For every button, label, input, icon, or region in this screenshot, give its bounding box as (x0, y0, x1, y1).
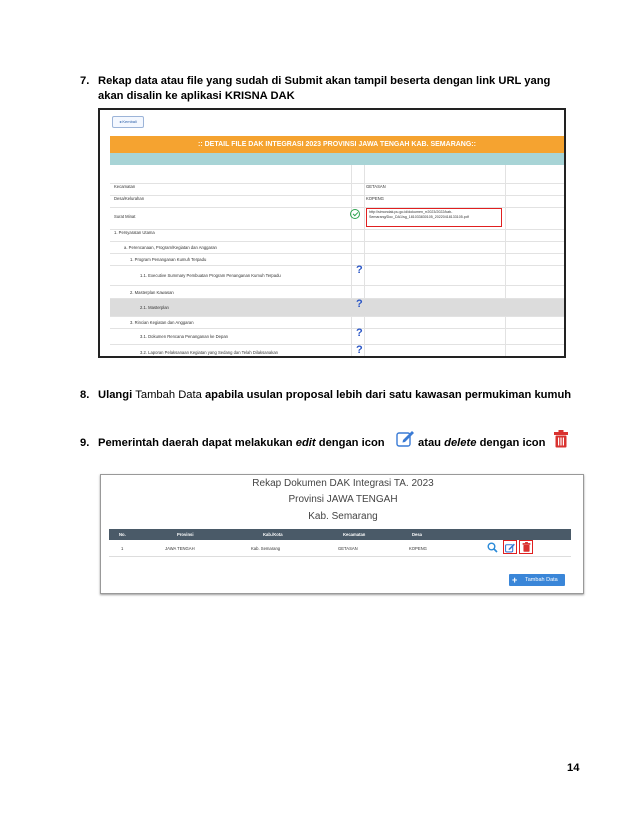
plus-icon: + (512, 575, 518, 585)
cell-regency: Kab. Semarang (251, 546, 281, 551)
step-number: 9. (80, 437, 90, 449)
column-header: Kab./Kota (263, 532, 283, 537)
row-label: 3.2. Laporan Pelaksanaan Kegiatan yang Sedang dan Telah Dilaksanakan (140, 350, 278, 355)
back-button-label: Kembali (122, 119, 137, 124)
step-text-part: atau (418, 437, 445, 449)
tambah-data-button[interactable] (509, 574, 565, 586)
cell-no: 1 (121, 546, 124, 551)
step-8 (0, 388, 638, 420)
header-band (110, 153, 564, 165)
edit-icon (396, 428, 416, 448)
step-text (98, 388, 578, 403)
step-number: 7. (80, 75, 90, 87)
column-header: Provinsi (177, 532, 194, 537)
question-icon[interactable]: ? (356, 264, 363, 276)
tambah-data-label: Tambah Data (525, 577, 558, 583)
row-label: a. Perencanaan, Program/Kegiatan dan Anggaran (124, 245, 217, 250)
rekap-title: Rekap Dokumen DAK Integrasi TA. 2023 (252, 478, 434, 489)
table-header (109, 529, 571, 540)
step-text (98, 436, 385, 451)
step-text: Rekap data atau file yang sudah di Submit akan tampil beserta dengan link URL yang akan disalin ke aplikasi KRISNA DAK (98, 75, 551, 102)
column-header: Kecamatan (343, 532, 366, 537)
row-label: 1. Persyaratan Utama (114, 230, 155, 235)
table-row (110, 229, 564, 240)
step-text-normal: Tambah Data (135, 389, 202, 401)
rekap-province: Provinsi JAWA TENGAH (288, 494, 398, 505)
step-text-italic: delete (444, 437, 477, 449)
step-number: 8. (80, 389, 90, 401)
delete-button[interactable] (519, 540, 533, 554)
row-label: Surat Minat (114, 214, 136, 219)
step-text-bold: Ulangi (98, 389, 136, 401)
table-row-highlighted (110, 298, 564, 317)
step-text-part: dengan icon (315, 437, 385, 449)
cell-district: GETASAN (338, 546, 358, 551)
row-label: 1.1. Executive Summary Pembuatan Program Penanganan Kumuh Terpadu (140, 273, 281, 278)
row-label: 3.1. Dokumen Rencana Penanganan ke Depan (140, 334, 229, 339)
step-9 (0, 436, 638, 456)
table-row (110, 265, 564, 286)
page-number: 14 (567, 762, 580, 774)
step-text (418, 436, 545, 451)
arrow-left-icon: ◂ (119, 119, 122, 124)
row-label: 3. Rincian Kegiatan dan Anggaran (130, 320, 194, 325)
back-button[interactable] (112, 116, 144, 128)
url-link[interactable]: http://simondak.pu.go.id/dokumen_rr2023/2022/kab-Semarang/Doc_DA1/sg_181033830105_20220418133105.pdf (366, 208, 502, 227)
step-7 (0, 74, 638, 106)
check-circle-icon (350, 209, 360, 219)
row-label: Desa/Kelurahan (114, 196, 145, 201)
column-header: Desa (412, 532, 423, 537)
table-row (109, 540, 571, 557)
table-row (110, 344, 564, 358)
cell-province: JAWA TENGAH (165, 546, 195, 551)
step-text-bold: apabila usulan proposal lebih dari satu kawasan permukiman kumuh (201, 389, 572, 401)
search-icon[interactable] (487, 542, 498, 553)
row-value: KOPENG (366, 196, 384, 201)
detail-file-screenshot (98, 108, 566, 358)
row-label: Kecamatan (114, 184, 136, 189)
trash-icon (522, 542, 531, 552)
question-icon[interactable]: ? (356, 298, 363, 310)
rekap-regency: Kab. Semarang (308, 511, 378, 522)
trash-icon (553, 430, 569, 448)
step-text-part: dengan icon (476, 437, 546, 449)
question-icon[interactable]: ? (356, 344, 363, 356)
detail-header: :: DETAIL FILE DAK INTEGRASI 2023 PROVINSI JAWA TENGAH KAB. SEMARANG:: (110, 136, 564, 153)
row-label: 2.1. Masterplan (140, 305, 169, 310)
edit-button[interactable] (503, 540, 517, 554)
row-label: 1. Program Penanganan Kumuh Terpadu (130, 257, 207, 262)
table-row (110, 285, 564, 299)
edit-icon (505, 542, 516, 553)
step-text-italic: edit (295, 437, 316, 449)
table-row (110, 328, 564, 345)
row-label: 2. Masterplan Kawasan (130, 290, 174, 295)
question-icon[interactable]: ? (356, 327, 363, 339)
cell-village: KOPENG (409, 546, 427, 551)
table-row (110, 183, 564, 194)
row-value: GETASAN (366, 184, 386, 189)
step-text-part: Pemerintah daerah dapat melakukan (98, 437, 296, 449)
table-row (110, 195, 564, 206)
column-header: No. (119, 532, 126, 537)
rekap-dokumen-screenshot (100, 474, 584, 594)
